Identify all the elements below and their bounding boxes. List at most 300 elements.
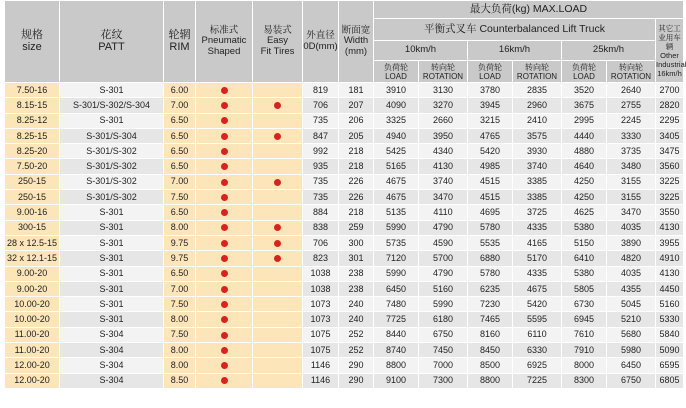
cell-l16: 4515 — [468, 190, 513, 205]
cell-r25: 4035 — [607, 220, 656, 235]
table-row — [5, 220, 684, 235]
table-row — [5, 128, 684, 143]
cell-other: 4130 — [656, 266, 684, 281]
table-row — [5, 113, 684, 128]
cell-patt: S-301 — [60, 205, 164, 220]
header-pneumatic-shaped: 标准式 Pneumatic Shaped — [196, 1, 253, 83]
header-speed-10: 10km/h — [374, 41, 468, 61]
cell-pneumatic-shaped — [196, 281, 253, 296]
cell-width: 226 — [339, 174, 374, 189]
availability-dot-icon — [221, 240, 228, 247]
cell-rim: 7.50 — [164, 297, 196, 312]
cell-easy-fit — [253, 128, 303, 143]
cell-easy-fit — [253, 98, 303, 113]
cell-size: 8.15-15 — [5, 98, 60, 113]
header-speed-16: 16km/h — [468, 41, 562, 61]
cell-od: 838 — [303, 220, 339, 235]
cell-other: 3475 — [656, 144, 684, 159]
cell-pneumatic-shaped — [196, 144, 253, 159]
table-row — [5, 159, 684, 174]
table-row — [5, 297, 684, 312]
cell-size: 32 x 12.1-15 — [5, 251, 60, 266]
cell-l16: 7230 — [468, 297, 513, 312]
cell-od: 935 — [303, 159, 339, 174]
cell-rim: 9.75 — [164, 235, 196, 250]
cell-r16: 7225 — [513, 373, 562, 388]
cell-other: 3405 — [656, 128, 684, 143]
cell-patt: S-301/S-302 — [60, 174, 164, 189]
cell-pneumatic-shaped — [196, 373, 253, 388]
cell-easy-fit — [253, 83, 303, 98]
cell-patt: S-304 — [60, 327, 164, 342]
cell-r25: 3470 — [607, 205, 656, 220]
cell-r10: 3740 — [419, 174, 468, 189]
cell-r16: 6925 — [513, 358, 562, 373]
cell-od: 735 — [303, 113, 339, 128]
cell-l25: 4440 — [562, 128, 607, 143]
cell-l10: 3325 — [374, 113, 419, 128]
cell-r25: 6750 — [607, 373, 656, 388]
cell-other: 4450 — [656, 281, 684, 296]
cell-r25: 4820 — [607, 251, 656, 266]
cell-l25: 4250 — [562, 174, 607, 189]
cell-l10: 5990 — [374, 220, 419, 235]
cell-r16: 4335 — [513, 220, 562, 235]
cell-patt: S-301 — [60, 266, 164, 281]
cell-easy-fit — [253, 343, 303, 358]
cell-other: 2820 — [656, 98, 684, 113]
availability-dot-icon — [274, 179, 281, 186]
cell-other: 3955 — [656, 235, 684, 250]
cell-width: 238 — [339, 266, 374, 281]
header-pattern: 花纹 PATT — [60, 1, 164, 83]
cell-other: 6595 — [656, 358, 684, 373]
cell-r16: 2835 — [513, 83, 562, 98]
cell-l25: 4880 — [562, 144, 607, 159]
cell-l10: 7120 — [374, 251, 419, 266]
cell-rim: 7.50 — [164, 190, 196, 205]
cell-r25: 3480 — [607, 159, 656, 174]
cell-width: 206 — [339, 113, 374, 128]
cell-od: 735 — [303, 190, 339, 205]
cell-r10: 4130 — [419, 159, 468, 174]
cell-l16: 4765 — [468, 128, 513, 143]
cell-od: 819 — [303, 83, 339, 98]
cell-r10: 2660 — [419, 113, 468, 128]
cell-width: 181 — [339, 83, 374, 98]
table-row — [5, 174, 684, 189]
cell-easy-fit — [253, 358, 303, 373]
cell-l10: 8440 — [374, 327, 419, 342]
cell-r10: 4790 — [419, 266, 468, 281]
cell-od: 1073 — [303, 297, 339, 312]
cell-easy-fit — [253, 266, 303, 281]
cell-width: 207 — [339, 98, 374, 113]
cell-rim: 6.50 — [164, 266, 196, 281]
header-rotation-25: 转向轮 ROTATION — [607, 61, 656, 83]
availability-dot-icon — [221, 270, 228, 277]
cell-width: 252 — [339, 343, 374, 358]
cell-width: 240 — [339, 312, 374, 327]
cell-easy-fit — [253, 144, 303, 159]
cell-other: 3550 — [656, 205, 684, 220]
cell-r25: 5680 — [607, 327, 656, 342]
cell-patt: S-301 — [60, 83, 164, 98]
cell-patt: S-301/S-304 — [60, 128, 164, 143]
cell-pneumatic-shaped — [196, 266, 253, 281]
cell-rim: 6.50 — [164, 128, 196, 143]
availability-dot-icon — [221, 224, 228, 231]
cell-size: 9.00-16 — [5, 205, 60, 220]
cell-r25: 3155 — [607, 174, 656, 189]
cell-patt: S-301 — [60, 251, 164, 266]
cell-l10: 6450 — [374, 281, 419, 296]
cell-easy-fit — [253, 205, 303, 220]
availability-dot-icon — [221, 255, 228, 262]
cell-r16: 5595 — [513, 312, 562, 327]
availability-dot-icon — [274, 224, 281, 231]
header-load-25: 负荷轮 LOAD — [562, 61, 607, 83]
cell-l16: 4985 — [468, 159, 513, 174]
cell-l25: 5805 — [562, 281, 607, 296]
cell-pneumatic-shaped — [196, 205, 253, 220]
cell-other: 5840 — [656, 327, 684, 342]
cell-patt: S-304 — [60, 358, 164, 373]
cell-other: 5090 — [656, 343, 684, 358]
cell-l25: 3675 — [562, 98, 607, 113]
cell-pneumatic-shaped — [196, 358, 253, 373]
cell-l16: 6880 — [468, 251, 513, 266]
table-row — [5, 251, 684, 266]
cell-rim: 7.00 — [164, 98, 196, 113]
cell-pneumatic-shaped — [196, 251, 253, 266]
cell-od: 884 — [303, 205, 339, 220]
cell-l10: 4940 — [374, 128, 419, 143]
cell-width: 240 — [339, 297, 374, 312]
cell-patt: S-304 — [60, 373, 164, 388]
cell-size: 7.50-20 — [5, 159, 60, 174]
header-easy-fit: 易装式 Easy Fit Tires — [253, 1, 303, 83]
cell-l10: 7725 — [374, 312, 419, 327]
cell-other: 4130 — [656, 220, 684, 235]
cell-l16: 4695 — [468, 205, 513, 220]
cell-patt: S-301 — [60, 113, 164, 128]
table-body — [5, 83, 684, 389]
table-row — [5, 266, 684, 281]
cell-pneumatic-shaped — [196, 98, 253, 113]
cell-patt: S-301/S-302 — [60, 144, 164, 159]
cell-l25: 8300 — [562, 373, 607, 388]
cell-l16: 3945 — [468, 98, 513, 113]
cell-r16: 5170 — [513, 251, 562, 266]
cell-pneumatic-shaped — [196, 297, 253, 312]
cell-l16: 6235 — [468, 281, 513, 296]
cell-other: 2295 — [656, 113, 684, 128]
cell-patt: S-301/S-302 — [60, 159, 164, 174]
availability-dot-icon — [274, 255, 281, 262]
cell-rim: 6.50 — [164, 159, 196, 174]
cell-size: 9.00-20 — [5, 266, 60, 281]
cell-width: 252 — [339, 327, 374, 342]
cell-r10: 6180 — [419, 312, 468, 327]
cell-r25: 5210 — [607, 312, 656, 327]
cell-r16: 2410 — [513, 113, 562, 128]
cell-od: 823 — [303, 251, 339, 266]
cell-width: 290 — [339, 358, 374, 373]
cell-r25: 6450 — [607, 358, 656, 373]
cell-r10: 4790 — [419, 220, 468, 235]
cell-od: 735 — [303, 174, 339, 189]
cell-r10: 7450 — [419, 343, 468, 358]
availability-dot-icon — [221, 194, 228, 201]
table-row — [5, 144, 684, 159]
cell-easy-fit — [253, 190, 303, 205]
cell-od: 706 — [303, 98, 339, 113]
cell-easy-fit — [253, 220, 303, 235]
availability-dot-icon — [221, 332, 228, 339]
cell-l10: 5165 — [374, 159, 419, 174]
cell-easy-fit — [253, 159, 303, 174]
cell-l25: 8000 — [562, 358, 607, 373]
table-row — [5, 83, 684, 98]
cell-r16: 4335 — [513, 266, 562, 281]
cell-r25: 3330 — [607, 128, 656, 143]
cell-width: 226 — [339, 190, 374, 205]
cell-rim: 7.00 — [164, 281, 196, 296]
table-row — [5, 235, 684, 250]
cell-pneumatic-shaped — [196, 190, 253, 205]
cell-r10: 7300 — [419, 373, 468, 388]
cell-r10: 3130 — [419, 83, 468, 98]
cell-l25: 7610 — [562, 327, 607, 342]
cell-l25: 5380 — [562, 266, 607, 281]
header-outer-diameter: 外直径 0D(mm) — [303, 1, 339, 83]
cell-od: 1038 — [303, 281, 339, 296]
cell-od: 847 — [303, 128, 339, 143]
cell-rim: 7.00 — [164, 174, 196, 189]
cell-pneumatic-shaped — [196, 174, 253, 189]
availability-dot-icon — [221, 163, 228, 170]
availability-dot-icon — [274, 240, 281, 247]
availability-dot-icon — [221, 316, 228, 323]
cell-od: 1146 — [303, 358, 339, 373]
cell-r25: 3890 — [607, 235, 656, 250]
table-row — [5, 327, 684, 342]
cell-r16: 5420 — [513, 297, 562, 312]
cell-rim: 6.50 — [164, 205, 196, 220]
availability-dot-icon — [221, 87, 228, 94]
cell-other: 5160 — [656, 297, 684, 312]
cell-l10: 5735 — [374, 235, 419, 250]
cell-l10: 5425 — [374, 144, 419, 159]
cell-patt: S-301/S-302/S-304 — [60, 98, 164, 113]
cell-r25: 3735 — [607, 144, 656, 159]
cell-l25: 3520 — [562, 83, 607, 98]
header-max-load: 最大负荷(kg) MAX.LOAD — [374, 1, 684, 19]
cell-r10: 3950 — [419, 128, 468, 143]
cell-size: 28 x 12.5-15 — [5, 235, 60, 250]
availability-dot-icon — [221, 179, 228, 186]
availability-dot-icon — [221, 377, 228, 384]
cell-l16: 5420 — [468, 144, 513, 159]
cell-l25: 5150 — [562, 235, 607, 250]
cell-easy-fit — [253, 312, 303, 327]
cell-other: 3225 — [656, 174, 684, 189]
cell-size: 250-15 — [5, 174, 60, 189]
cell-width: 218 — [339, 205, 374, 220]
cell-patt: S-304 — [60, 343, 164, 358]
cell-r25: 3155 — [607, 190, 656, 205]
cell-pneumatic-shaped — [196, 128, 253, 143]
cell-l16: 5780 — [468, 220, 513, 235]
cell-od: 706 — [303, 235, 339, 250]
cell-r25: 4035 — [607, 266, 656, 281]
cell-other: 6805 — [656, 373, 684, 388]
cell-easy-fit — [253, 235, 303, 250]
availability-dot-icon — [221, 133, 228, 140]
table-row — [5, 343, 684, 358]
availability-dot-icon — [221, 286, 228, 293]
table-row — [5, 358, 684, 373]
cell-other: 4910 — [656, 251, 684, 266]
cell-l25: 7910 — [562, 343, 607, 358]
cell-l10: 3910 — [374, 83, 419, 98]
cell-size: 8.25-20 — [5, 144, 60, 159]
cell-size: 11.00-20 — [5, 343, 60, 358]
cell-rim: 8.50 — [164, 373, 196, 388]
cell-r16: 4165 — [513, 235, 562, 250]
cell-r10: 5160 — [419, 281, 468, 296]
cell-size: 8.25-12 — [5, 113, 60, 128]
cell-r16: 4675 — [513, 281, 562, 296]
cell-pneumatic-shaped — [196, 83, 253, 98]
cell-rim: 8.00 — [164, 312, 196, 327]
cell-other: 3225 — [656, 190, 684, 205]
cell-pneumatic-shaped — [196, 159, 253, 174]
cell-width: 218 — [339, 144, 374, 159]
cell-size: 12.00-20 — [5, 358, 60, 373]
availability-dot-icon — [221, 148, 228, 155]
table-header — [5, 1, 684, 83]
cell-od: 1073 — [303, 312, 339, 327]
cell-easy-fit — [253, 174, 303, 189]
cell-r16: 3385 — [513, 190, 562, 205]
cell-easy-fit — [253, 327, 303, 342]
cell-rim: 6.50 — [164, 144, 196, 159]
cell-l25: 6410 — [562, 251, 607, 266]
cell-size: 10.00-20 — [5, 312, 60, 327]
cell-r25: 2640 — [607, 83, 656, 98]
cell-easy-fit — [253, 251, 303, 266]
cell-l10: 8740 — [374, 343, 419, 358]
cell-size: 300-15 — [5, 220, 60, 235]
cell-l16: 8450 — [468, 343, 513, 358]
availability-dot-icon — [221, 102, 228, 109]
availability-dot-icon — [274, 102, 281, 109]
cell-l10: 4090 — [374, 98, 419, 113]
cell-other: 2700 — [656, 83, 684, 98]
cell-r16: 3740 — [513, 159, 562, 174]
cell-width: 259 — [339, 220, 374, 235]
cell-l16: 8500 — [468, 358, 513, 373]
cell-od: 1075 — [303, 327, 339, 342]
table-row — [5, 190, 684, 205]
cell-l16: 3215 — [468, 113, 513, 128]
header-other-industrial: 其它工业用车辆 Other Industrial 16km/h — [656, 19, 684, 83]
cell-l16: 4515 — [468, 174, 513, 189]
table-row — [5, 312, 684, 327]
cell-r16: 2960 — [513, 98, 562, 113]
cell-width: 205 — [339, 128, 374, 143]
cell-l16: 3780 — [468, 83, 513, 98]
cell-easy-fit — [253, 373, 303, 388]
cell-other: 3560 — [656, 159, 684, 174]
cell-r10: 4110 — [419, 205, 468, 220]
header-rotation-16: 转向轮 ROTATION — [513, 61, 562, 83]
cell-od: 1075 — [303, 343, 339, 358]
cell-pneumatic-shaped — [196, 220, 253, 235]
cell-od: 1038 — [303, 266, 339, 281]
cell-rim: 6.00 — [164, 83, 196, 98]
cell-easy-fit — [253, 297, 303, 312]
cell-l10: 5990 — [374, 266, 419, 281]
cell-r10: 3470 — [419, 190, 468, 205]
cell-l25: 6945 — [562, 312, 607, 327]
cell-r10: 6750 — [419, 327, 468, 342]
cell-r25: 2245 — [607, 113, 656, 128]
availability-dot-icon — [221, 117, 228, 124]
cell-r25: 5045 — [607, 297, 656, 312]
cell-size: 9.00-20 — [5, 281, 60, 296]
cell-width: 218 — [339, 159, 374, 174]
cell-r16: 6330 — [513, 343, 562, 358]
cell-rim: 6.50 — [164, 113, 196, 128]
cell-r10: 4590 — [419, 235, 468, 250]
cell-width: 300 — [339, 235, 374, 250]
availability-dot-icon — [221, 347, 228, 354]
cell-rim: 8.00 — [164, 220, 196, 235]
header-load-10: 负荷轮 LOAD — [374, 61, 419, 83]
cell-l10: 4675 — [374, 190, 419, 205]
cell-pneumatic-shaped — [196, 312, 253, 327]
cell-patt: S-301 — [60, 312, 164, 327]
cell-rim: 9.75 — [164, 251, 196, 266]
cell-l10: 7480 — [374, 297, 419, 312]
cell-r16: 3930 — [513, 144, 562, 159]
table-row — [5, 281, 684, 296]
cell-rim: 8.00 — [164, 358, 196, 373]
cell-size: 11.00-20 — [5, 327, 60, 342]
cell-l16: 8800 — [468, 373, 513, 388]
availability-dot-icon — [221, 301, 228, 308]
cell-size: 8.25-15 — [5, 128, 60, 143]
table-row — [5, 373, 684, 388]
cell-pneumatic-shaped — [196, 327, 253, 342]
cell-l10: 4675 — [374, 174, 419, 189]
cell-l16: 5535 — [468, 235, 513, 250]
table-row — [5, 205, 684, 220]
cell-rim: 7.50 — [164, 327, 196, 342]
availability-dot-icon — [221, 362, 228, 369]
cell-l16: 8160 — [468, 327, 513, 342]
header-size: 规格 size — [5, 1, 60, 83]
cell-od: 1146 — [303, 373, 339, 388]
cell-size: 10.00-20 — [5, 297, 60, 312]
cell-patt: S-301 — [60, 281, 164, 296]
cell-r16: 3575 — [513, 128, 562, 143]
header-rim: 轮辋 RIM — [164, 1, 196, 83]
cell-l25: 4625 — [562, 205, 607, 220]
